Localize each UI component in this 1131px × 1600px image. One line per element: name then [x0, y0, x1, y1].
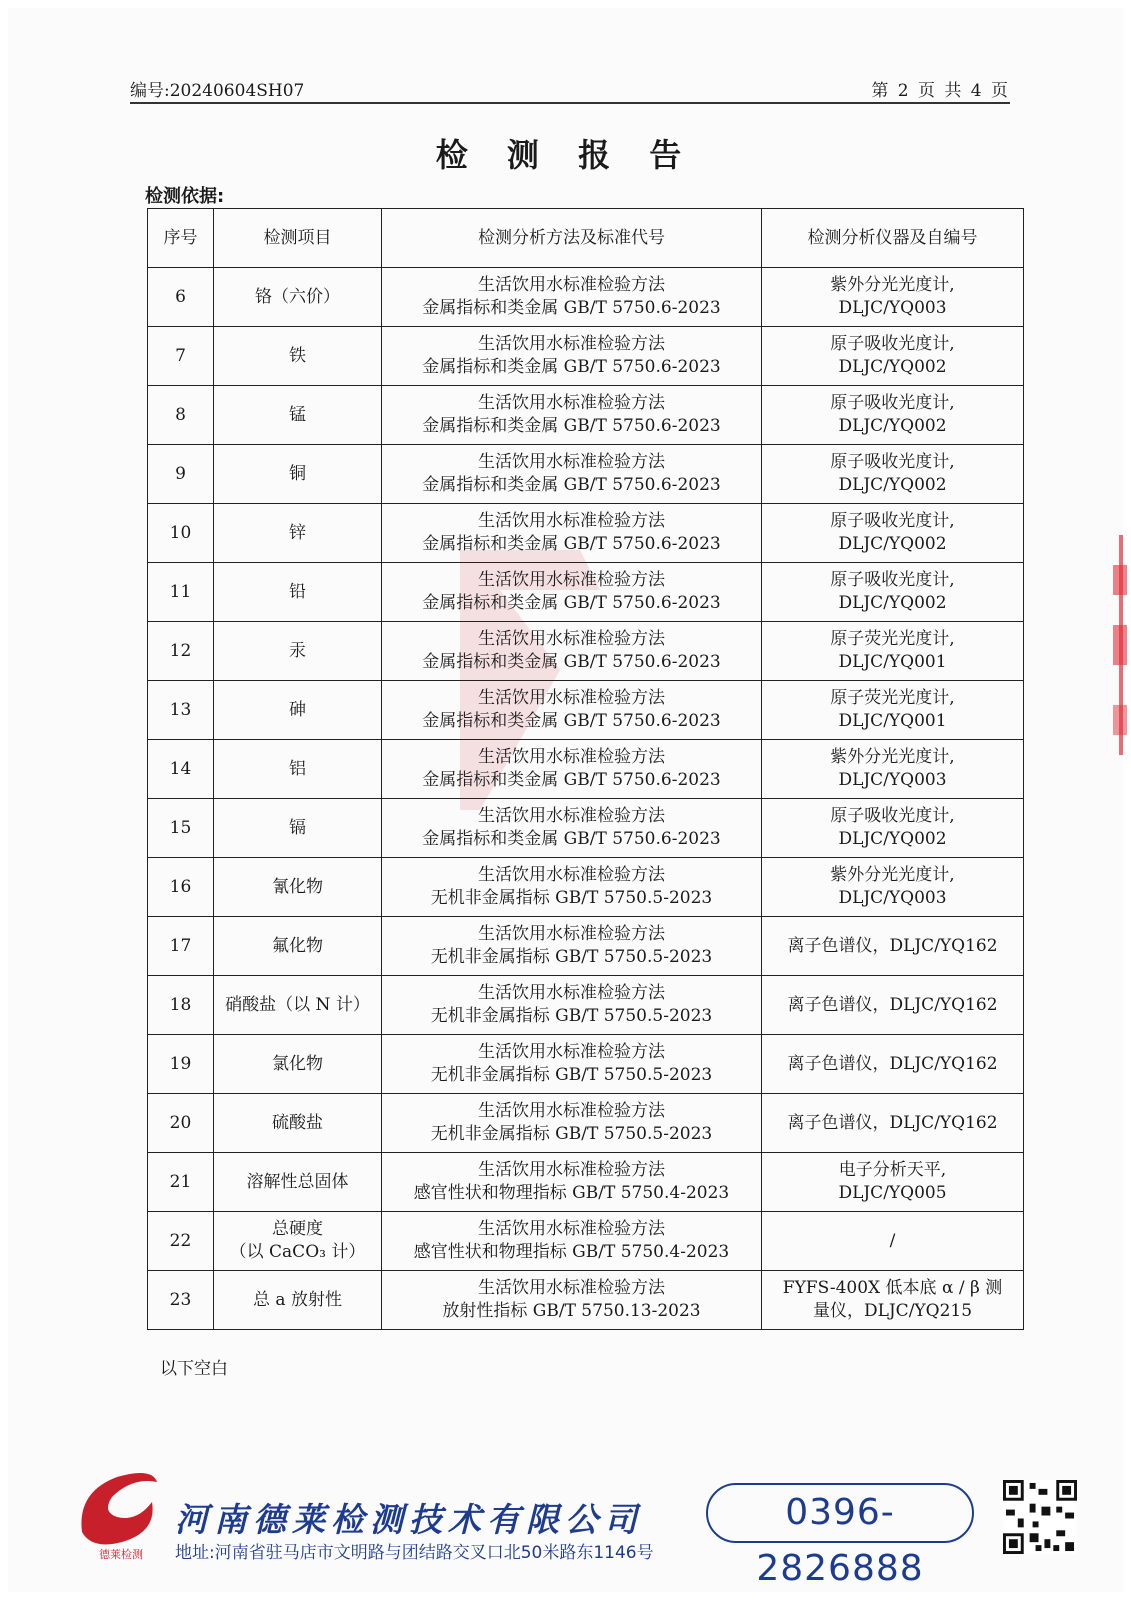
table-header-row — [148, 209, 1024, 268]
test-item-cell — [214, 1212, 382, 1271]
column-header: 检测项目 — [214, 209, 382, 268]
table-row — [148, 1271, 1024, 1330]
table-row — [148, 1153, 1024, 1212]
instrument-line: 原子吸收光度计, — [830, 570, 955, 590]
method-line: 金属指标和类金属 GB/T 5750.6-2023 — [422, 475, 721, 495]
method-cell — [382, 799, 762, 858]
table-row — [148, 681, 1024, 740]
table-row — [148, 622, 1024, 681]
instrument-line: DLJC/YQ002 — [838, 534, 947, 554]
test-item-note: （以 CaCO₃ 计） — [229, 1242, 366, 1262]
method-line: 无机非金属指标 GB/T 5750.5-2023 — [430, 1006, 713, 1026]
instrument-line: DLJC/YQ002 — [838, 593, 947, 613]
instrument-line: 紫外分光光度计, — [830, 275, 955, 295]
row-number: 15 — [148, 799, 214, 858]
instrument-cell — [762, 268, 1024, 327]
instrument-line: FYFS-400X 低本底 α / β 测 — [782, 1278, 1003, 1298]
test-item: 溶解性总固体 — [246, 1171, 349, 1192]
instrument-line: 离子色谱仪，DLJC/YQ162 — [787, 994, 998, 1015]
instrument-line: DLJC/YQ002 — [838, 475, 947, 495]
instrument-cell — [762, 799, 1024, 858]
instrument-cell — [762, 1153, 1024, 1212]
method-line: 无机非金属指标 GB/T 5750.5-2023 — [430, 1065, 713, 1085]
method-cell — [382, 1153, 762, 1212]
instrument-cell — [762, 740, 1024, 799]
instrument-cell — [762, 1035, 1024, 1094]
table-row — [148, 858, 1024, 917]
table-row — [148, 917, 1024, 976]
table-row — [148, 386, 1024, 445]
method-line: 生活饮用水标准检验方法 — [478, 688, 665, 708]
instrument-cell — [762, 976, 1024, 1035]
method-cell — [382, 386, 762, 445]
instrument-cell — [762, 1271, 1024, 1330]
test-basis-table — [147, 208, 1024, 1330]
method-cell — [382, 1094, 762, 1153]
test-item-cell — [214, 327, 382, 386]
test-item: 锰 — [289, 404, 306, 425]
blank-below-note: 以下空白 — [160, 1359, 228, 1379]
method-line: 生活饮用水标准检验方法 — [478, 747, 665, 767]
table-row — [148, 1212, 1024, 1271]
table-row — [148, 1035, 1024, 1094]
test-item-cell — [214, 681, 382, 740]
method-line: 生活饮用水标准检验方法 — [478, 570, 665, 590]
test-item-cell — [214, 740, 382, 799]
instrument-line: 离子色谱仪，DLJC/YQ162 — [787, 1053, 998, 1074]
method-line: 生活饮用水标准检验方法 — [478, 452, 665, 472]
method-line: 感官性状和物理指标 GB/T 5750.4-2023 — [413, 1242, 730, 1262]
instrument-cell — [762, 858, 1024, 917]
table-row — [148, 445, 1024, 504]
method-line: 生活饮用水标准检验方法 — [478, 1160, 665, 1180]
method-cell — [382, 917, 762, 976]
method-line: 生活饮用水标准检验方法 — [478, 334, 665, 354]
method-line: 金属指标和类金属 GB/T 5750.6-2023 — [422, 593, 721, 613]
instrument-cell — [762, 681, 1024, 740]
method-line: 生活饮用水标准检验方法 — [478, 865, 665, 885]
row-number: 8 — [148, 386, 214, 445]
test-item-cell — [214, 1035, 382, 1094]
test-item: 铬（六价） — [255, 286, 340, 307]
method-line: 生活饮用水标准检验方法 — [478, 1042, 665, 1062]
instrument-line: DLJC/YQ003 — [838, 298, 947, 318]
method-line: 金属指标和类金属 GB/T 5750.6-2023 — [422, 770, 721, 790]
method-line: 生活饮用水标准检验方法 — [478, 1278, 665, 1298]
test-item: 总 a 放射性 — [253, 1289, 342, 1310]
column-header: 检测分析仪器及自编号 — [762, 209, 1024, 268]
instrument-line: 原子吸收光度计, — [830, 334, 955, 354]
report-number: 编号:20240604SH07 — [130, 81, 305, 101]
method-line: 生活饮用水标准检验方法 — [478, 983, 665, 1003]
row-number: 13 — [148, 681, 214, 740]
table-row — [148, 504, 1024, 563]
row-number: 21 — [148, 1153, 214, 1212]
table-row — [148, 740, 1024, 799]
test-item-cell — [214, 799, 382, 858]
test-item: 氯化物 — [272, 1053, 323, 1074]
test-item: 锌 — [289, 522, 306, 543]
method-line: 金属指标和类金属 GB/T 5750.6-2023 — [422, 298, 721, 318]
instrument-cell — [762, 1094, 1024, 1153]
row-number: 22 — [148, 1212, 214, 1271]
method-line: 无机非金属指标 GB/T 5750.5-2023 — [430, 888, 713, 908]
method-line: 生活饮用水标准检验方法 — [478, 806, 665, 826]
method-line: 生活饮用水标准检验方法 — [478, 629, 665, 649]
test-item: 氰化物 — [272, 876, 323, 897]
table-row — [148, 327, 1024, 386]
row-number: 10 — [148, 504, 214, 563]
method-line: 生活饮用水标准检验方法 — [478, 1101, 665, 1121]
row-number: 18 — [148, 976, 214, 1035]
method-cell — [382, 681, 762, 740]
row-number: 11 — [148, 563, 214, 622]
column-header: 序号 — [148, 209, 214, 268]
method-line: 金属指标和类金属 GB/T 5750.6-2023 — [422, 357, 721, 377]
instrument-line: 量仪，DLJC/YQ215 — [812, 1301, 973, 1321]
table-row — [148, 799, 1024, 858]
method-cell — [382, 1271, 762, 1330]
page-header — [130, 76, 1010, 104]
method-line: 生活饮用水标准检验方法 — [478, 924, 665, 944]
test-item: 砷 — [289, 699, 306, 720]
instrument-cell — [762, 386, 1024, 445]
method-cell — [382, 1035, 762, 1094]
instrument-line: DLJC/YQ001 — [838, 711, 947, 731]
instrument-line: 原子荧光光度计, — [830, 629, 955, 649]
method-line: 感官性状和物理指标 GB/T 5750.4-2023 — [413, 1183, 730, 1203]
test-item: 铝 — [289, 758, 306, 779]
test-item-cell — [214, 1094, 382, 1153]
row-number: 20 — [148, 1094, 214, 1153]
method-line: 金属指标和类金属 GB/T 5750.6-2023 — [422, 829, 721, 849]
row-number: 23 — [148, 1271, 214, 1330]
instrument-line: / — [889, 1230, 896, 1251]
test-item: 镉 — [289, 817, 306, 838]
table-row — [148, 268, 1024, 327]
instrument-cell — [762, 327, 1024, 386]
method-line: 金属指标和类金属 GB/T 5750.6-2023 — [422, 711, 721, 731]
instrument-line: DLJC/YQ003 — [838, 770, 947, 790]
table-row — [148, 1094, 1024, 1153]
instrument-line: 原子吸收光度计, — [830, 511, 955, 531]
instrument-cell — [762, 563, 1024, 622]
instrument-line: 电子分析天平, — [838, 1160, 947, 1180]
method-line: 金属指标和类金属 GB/T 5750.6-2023 — [422, 416, 721, 436]
method-cell — [382, 740, 762, 799]
row-number: 12 — [148, 622, 214, 681]
test-item-cell — [214, 563, 382, 622]
instrument-line: DLJC/YQ002 — [838, 829, 947, 849]
row-number: 6 — [148, 268, 214, 327]
company-name: 河南德莱检测技术有限公司 — [175, 1500, 643, 1539]
test-item-cell — [214, 858, 382, 917]
method-line: 无机非金属指标 GB/T 5750.5-2023 — [430, 1124, 713, 1144]
basis-label: 检测依据: — [145, 186, 225, 207]
instrument-line: 原子吸收光度计, — [830, 806, 955, 826]
test-item-cell — [214, 622, 382, 681]
company-logo — [72, 1462, 162, 1552]
method-line: 放射性指标 GB/T 5750.13-2023 — [442, 1301, 701, 1321]
test-item: 汞 — [289, 640, 306, 661]
method-cell — [382, 445, 762, 504]
instrument-line: 紫外分光光度计, — [830, 747, 955, 767]
instrument-line: 紫外分光光度计, — [830, 865, 955, 885]
method-line: 生活饮用水标准检验方法 — [478, 511, 665, 531]
page-indicator: 第 2 页 共 4 页 — [871, 81, 1010, 101]
method-cell — [382, 563, 762, 622]
report-title: 检 测 报 告 — [435, 136, 696, 174]
test-item-cell — [214, 1271, 382, 1330]
method-cell — [382, 622, 762, 681]
company-address: 地址:河南省驻马店市文明路与团结路交叉口北50米路东1146号 — [175, 1543, 654, 1563]
test-item: 铜 — [289, 463, 306, 484]
instrument-line: DLJC/YQ003 — [838, 888, 947, 908]
row-number: 19 — [148, 1035, 214, 1094]
test-item-cell — [214, 917, 382, 976]
instrument-cell — [762, 622, 1024, 681]
instrument-line: 原子吸收光度计, — [830, 393, 955, 413]
test-item: 铅 — [289, 581, 306, 602]
test-item: 铁 — [289, 345, 306, 366]
instrument-cell — [762, 504, 1024, 563]
method-cell — [382, 858, 762, 917]
instrument-cell — [762, 1212, 1024, 1271]
instrument-line: DLJC/YQ002 — [838, 357, 947, 377]
test-item-cell — [214, 976, 382, 1035]
instrument-cell — [762, 917, 1024, 976]
method-line: 金属指标和类金属 GB/T 5750.6-2023 — [422, 652, 721, 672]
row-number: 17 — [148, 917, 214, 976]
row-number: 14 — [148, 740, 214, 799]
test-item-cell — [214, 386, 382, 445]
phone-number: 0396-2826888 — [706, 1483, 974, 1543]
method-cell — [382, 268, 762, 327]
instrument-cell — [762, 445, 1024, 504]
instrument-line: DLJC/YQ005 — [838, 1183, 947, 1203]
table-row — [148, 563, 1024, 622]
instrument-line: 离子色谱仪，DLJC/YQ162 — [787, 935, 998, 956]
test-item-cell — [214, 504, 382, 563]
method-line: 生活饮用水标准检验方法 — [478, 393, 665, 413]
method-cell — [382, 1212, 762, 1271]
method-cell — [382, 976, 762, 1035]
column-header: 检测分析方法及标准代号 — [382, 209, 762, 268]
instrument-line: 离子色谱仪，DLJC/YQ162 — [787, 1112, 998, 1133]
table-row — [148, 976, 1024, 1035]
method-line: 生活饮用水标准检验方法 — [478, 275, 665, 295]
instrument-line: DLJC/YQ001 — [838, 652, 947, 672]
method-line: 无机非金属指标 GB/T 5750.5-2023 — [430, 947, 713, 967]
test-item: 总硬度 — [272, 1219, 323, 1239]
test-item-cell — [214, 445, 382, 504]
test-item: 硫酸盐 — [272, 1112, 323, 1133]
instrument-line: DLJC/YQ002 — [838, 416, 947, 436]
row-number: 7 — [148, 327, 214, 386]
instrument-line: 原子吸收光度计, — [830, 452, 955, 472]
test-item: 硝酸盐（以 N 计） — [225, 994, 370, 1015]
test-item-cell — [214, 268, 382, 327]
method-line: 金属指标和类金属 GB/T 5750.6-2023 — [422, 534, 721, 554]
logo-caption: 德莱检测 — [99, 1548, 143, 1561]
row-number: 9 — [148, 445, 214, 504]
test-item: 氟化物 — [272, 935, 323, 956]
qr-code — [1003, 1480, 1077, 1554]
method-line: 生活饮用水标准检验方法 — [478, 1219, 665, 1239]
instrument-line: 原子荧光光度计, — [830, 688, 955, 708]
test-item-cell — [214, 1153, 382, 1212]
row-number: 16 — [148, 858, 214, 917]
method-cell — [382, 327, 762, 386]
method-cell — [382, 504, 762, 563]
